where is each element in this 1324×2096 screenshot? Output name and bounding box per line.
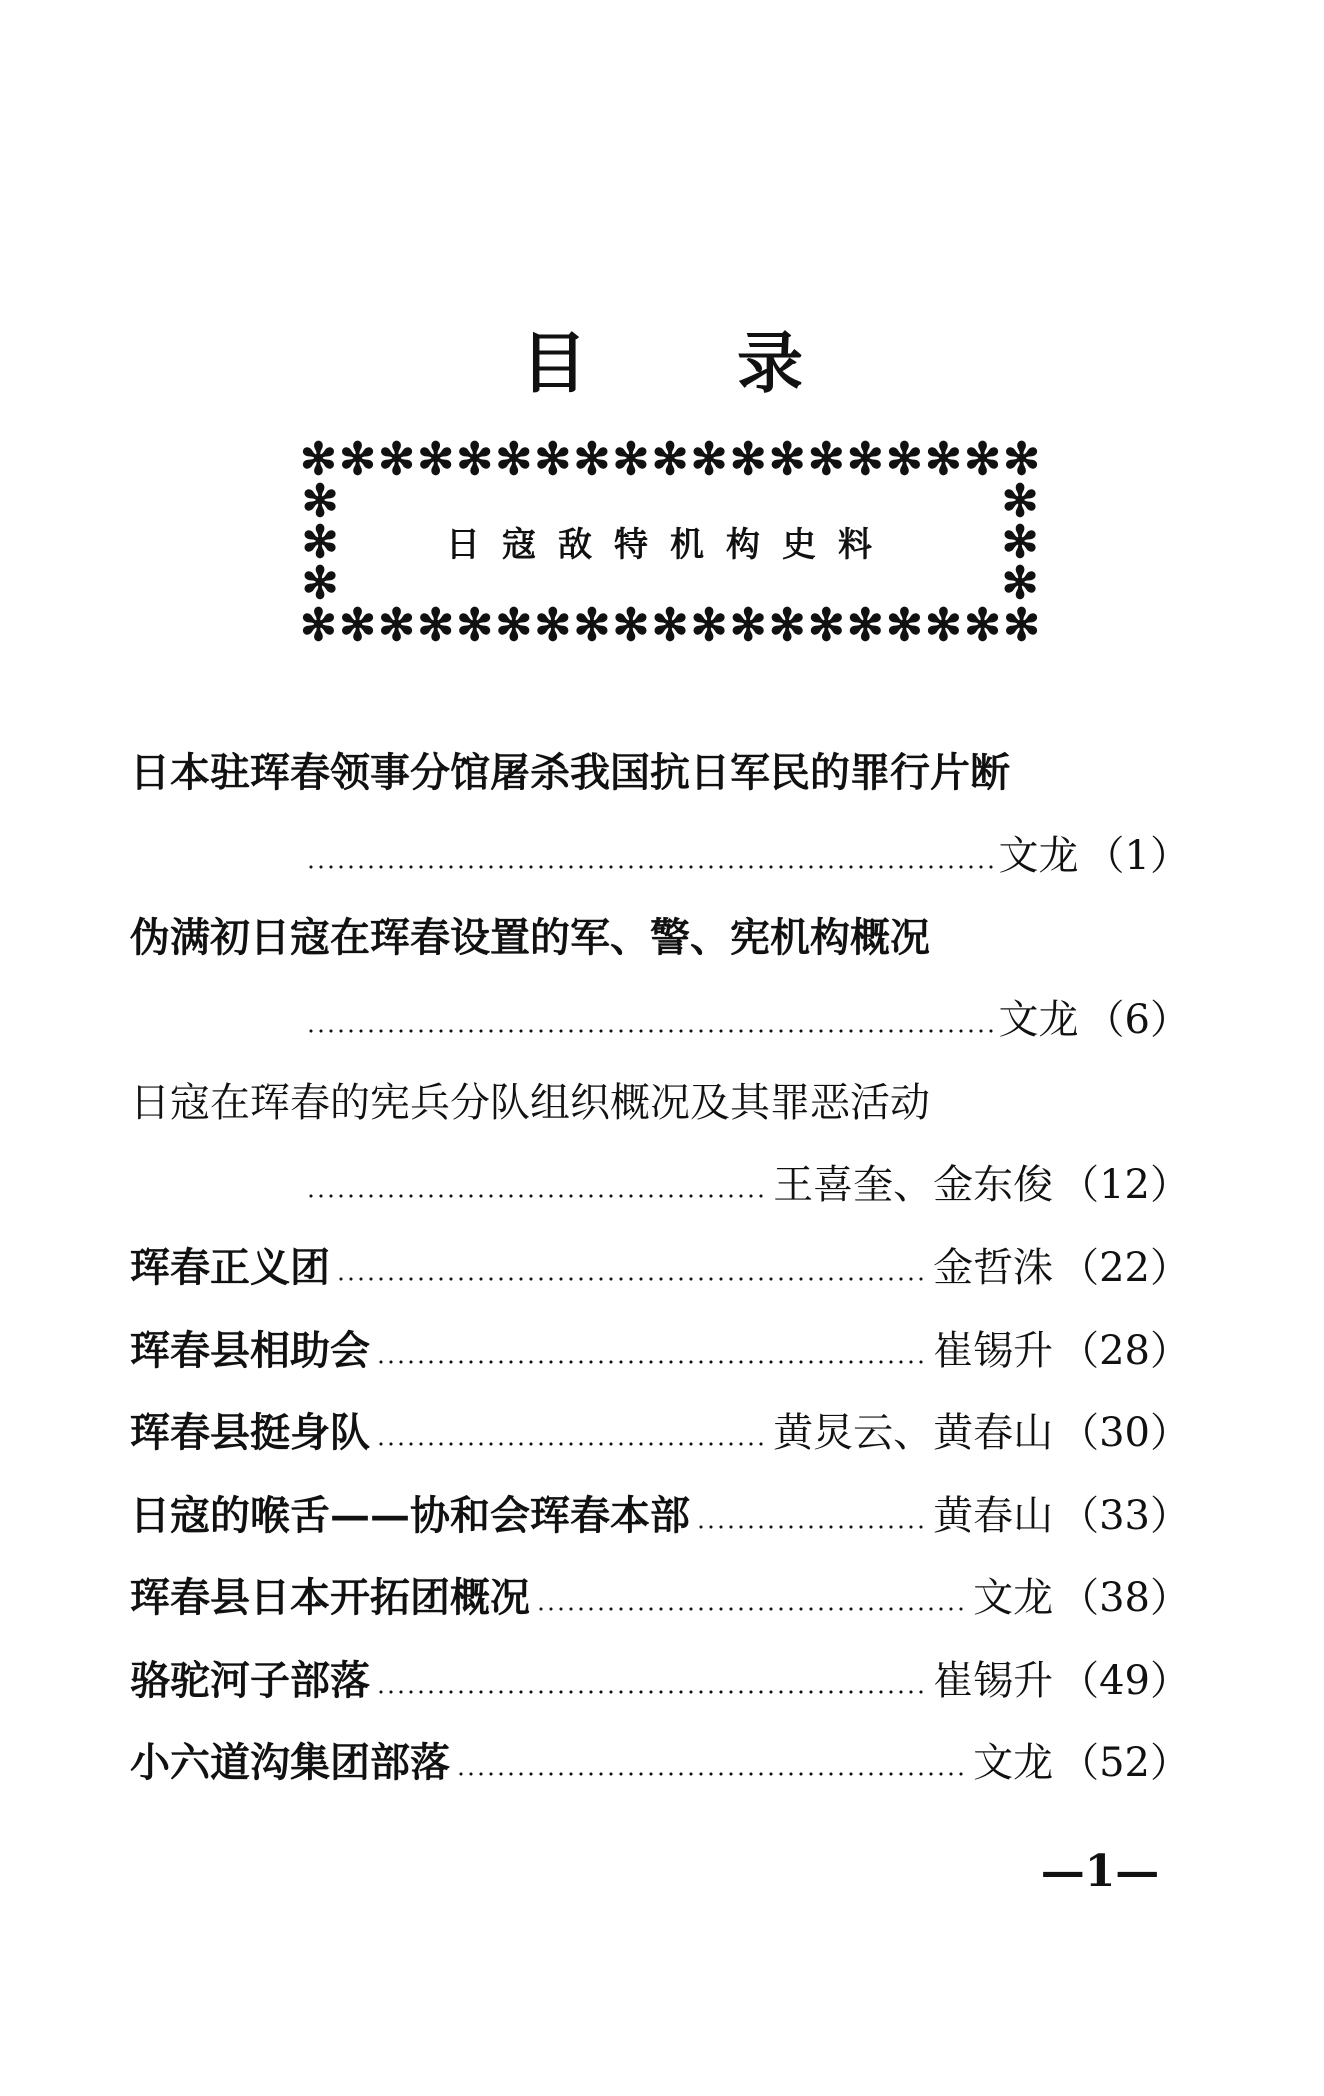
toc-entry-title[interactable]: 日本驻珲春领事分馆屠杀我国抗日军民的罪行片断 xyxy=(130,749,1010,796)
star-icon: ✻ xyxy=(729,434,767,485)
toc-entry-author: 文龙 xyxy=(973,1575,1054,1621)
toc-entry-title: 珲春县日本开拓团概况 xyxy=(130,1574,530,1621)
toc-entry[interactable] xyxy=(130,1486,1190,1546)
star-icon: ✻ xyxy=(651,434,689,485)
toc-entry-author: 王喜奎、金东俊 xyxy=(773,1162,1054,1208)
star-icon: ✻ xyxy=(495,600,533,651)
star-icon: ✻ xyxy=(807,434,845,485)
star-icon: ✻ xyxy=(1001,476,1039,527)
star-icon: ✻ xyxy=(964,600,1001,651)
toc-entry-page[interactable]: （52） xyxy=(1059,1740,1190,1786)
star-icon: ✻ xyxy=(885,434,923,485)
section-heading: 日寇敌特机构史料 xyxy=(446,525,894,565)
star-icon: ✻ xyxy=(417,434,455,485)
star-icon: ✻ xyxy=(885,600,923,651)
toc-entry[interactable] xyxy=(130,1238,1190,1298)
toc-entry-row xyxy=(300,990,1190,1050)
dot-leader xyxy=(336,1277,927,1281)
star-icon: ✻ xyxy=(768,600,806,651)
star-icon: ✻ xyxy=(534,600,572,651)
star-icon: ✻ xyxy=(690,600,728,651)
toc-entry-row xyxy=(300,1155,1190,1215)
star-icon: ✻ xyxy=(456,600,494,651)
star-icon: ✻ xyxy=(1003,434,1040,485)
star-icon: ✻ xyxy=(925,434,962,485)
toc-entry-author: 金哲洙 xyxy=(933,1245,1054,1291)
dot-leader xyxy=(306,865,993,869)
toc-entry-author: 崔锡升 xyxy=(933,1328,1054,1374)
dot-leader xyxy=(456,1772,967,1776)
toc-entry-title: 珲春县相助会 xyxy=(130,1327,370,1374)
star-icon: ✻ xyxy=(456,434,494,485)
star-icon: ✻ xyxy=(339,600,376,651)
section-banner xyxy=(300,434,1040,651)
star-icon: ✻ xyxy=(573,434,611,485)
dot-leader xyxy=(376,1360,927,1364)
star-icon: ✻ xyxy=(495,434,533,485)
star-icon: ✻ xyxy=(300,600,337,651)
star-icon: ✻ xyxy=(964,434,1001,485)
toc-entry-page[interactable]: （1） xyxy=(1084,833,1190,879)
title-char-1: 目 xyxy=(521,324,587,402)
toc-entry-row xyxy=(300,826,1190,886)
star-icon: ✻ xyxy=(378,434,415,485)
star-icon: ✻ xyxy=(807,600,845,651)
star-icon: ✻ xyxy=(612,600,650,651)
toc-entry[interactable] xyxy=(130,1568,1190,1628)
star-icon: ✻ xyxy=(846,434,884,485)
star-icon: ✻ xyxy=(925,600,962,651)
star-icon: ✻ xyxy=(1003,600,1040,651)
dot-leader xyxy=(376,1442,767,1446)
star-icon: ✻ xyxy=(339,434,376,485)
toc-entry-title: 珲春正义团 xyxy=(130,1244,330,1291)
toc-entry-title[interactable] xyxy=(130,908,1190,968)
star-icon: ✻ xyxy=(1001,517,1039,568)
dot-leader xyxy=(696,1525,927,1529)
toc-entry-page[interactable]: （28） xyxy=(1059,1328,1190,1374)
toc-entry[interactable] xyxy=(130,1321,1190,1381)
page-number: —1— xyxy=(1040,1846,1160,1897)
star-icon: ✻ xyxy=(768,434,806,485)
toc-entry-author: 黄春山 xyxy=(933,1493,1054,1539)
star-border-left xyxy=(300,476,340,609)
toc-entry-page[interactable]: （12） xyxy=(1059,1162,1190,1208)
star-icon: ✻ xyxy=(300,434,337,485)
star-icon: ✻ xyxy=(612,434,650,485)
toc-entry-title-text: 日寇在珲春的宪兵分队组织概况及其罪恶活动 xyxy=(130,1080,930,1126)
star-icon: ✻ xyxy=(846,600,884,651)
toc-entry-title: 骆驼河子部落 xyxy=(130,1657,370,1704)
toc-entry-page[interactable]: （6） xyxy=(1084,997,1190,1043)
toc-entry-author: 崔锡升 xyxy=(933,1658,1054,1704)
toc-entry-title[interactable] xyxy=(130,1073,1190,1133)
dot-leader xyxy=(536,1607,967,1611)
star-icon: ✻ xyxy=(729,600,767,651)
star-icon: ✻ xyxy=(301,517,339,568)
toc-entry-page[interactable]: （49） xyxy=(1059,1658,1190,1704)
toc-entry-author: 文龙 xyxy=(998,997,1079,1043)
toc-entry-page[interactable]: （38） xyxy=(1059,1575,1190,1621)
star-icon: ✻ xyxy=(378,600,415,651)
toc-entry[interactable] xyxy=(130,1733,1190,1793)
star-icon: ✻ xyxy=(651,600,689,651)
star-border-bottom xyxy=(300,600,1040,651)
toc-entry-author: 黄炅云、黄春山 xyxy=(773,1410,1054,1456)
dot-leader xyxy=(306,1029,993,1033)
toc-entry-title: 小六道沟集团部落 xyxy=(130,1739,450,1786)
star-icon: ✻ xyxy=(301,558,339,609)
star-border-right xyxy=(1000,476,1040,609)
toc-entry[interactable] xyxy=(130,1403,1190,1463)
star-icon: ✻ xyxy=(417,600,455,651)
star-icon: ✻ xyxy=(1001,558,1039,609)
title-char-2: 录 xyxy=(737,324,803,402)
page-title xyxy=(0,318,1324,408)
toc-entry-page[interactable]: （30） xyxy=(1059,1410,1190,1456)
toc-entry[interactable] xyxy=(130,1651,1190,1711)
toc-entry-author: 文龙 xyxy=(998,833,1079,879)
star-border-top xyxy=(300,434,1040,485)
star-icon: ✻ xyxy=(534,434,572,485)
star-icon: ✻ xyxy=(301,476,339,527)
toc-entry-page[interactable]: （22） xyxy=(1059,1245,1190,1291)
star-icon: ✻ xyxy=(573,600,611,651)
toc-entry-title: 日寇的喉舌——协和会珲春本部 xyxy=(130,1492,690,1539)
toc-entry-author: 文龙 xyxy=(973,1740,1054,1786)
toc-entry-page[interactable]: （33） xyxy=(1059,1493,1190,1539)
dot-leader xyxy=(306,1194,767,1198)
toc-entry-title: 珲春县挺身队 xyxy=(130,1409,370,1456)
star-icon: ✻ xyxy=(690,434,728,485)
dot-leader xyxy=(376,1690,927,1694)
toc-entry-title-text: 伪满初日寇在珲春设置的军、警、宪机构概况 xyxy=(130,914,930,961)
